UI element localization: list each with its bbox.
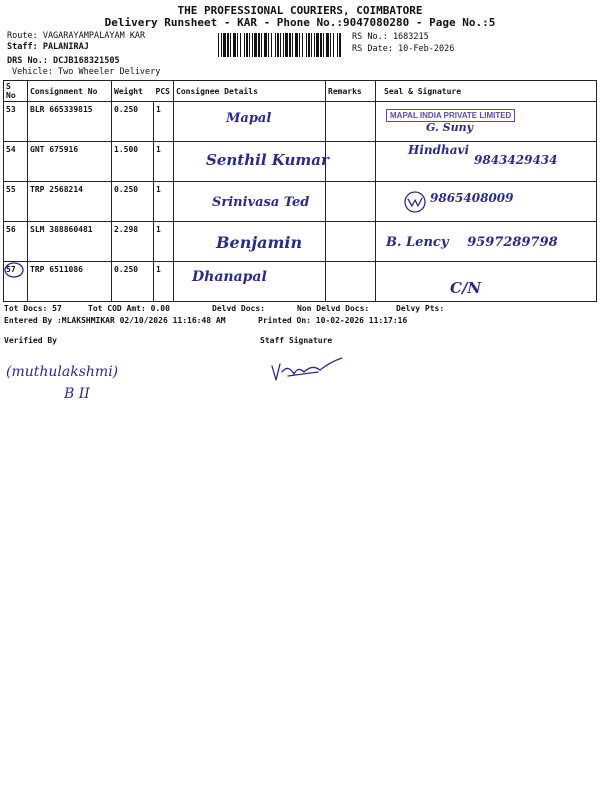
row-consignment: TRP 2568214 (28, 182, 112, 222)
col-pcs: PCS (154, 81, 174, 102)
table-row (4, 142, 597, 182)
receiver-phone-handwriting: 9865408009 (430, 191, 514, 205)
barcode-bar (320, 33, 322, 57)
total-cod-amount: Tot COD Amt: 0.00 (88, 304, 170, 313)
drs-label: DRS No.: DCJB168321505 (7, 56, 120, 66)
rs-number: RS No.: 1683215 (352, 32, 429, 42)
row-pcs: 1 (154, 182, 174, 222)
row-sno: 54 (4, 142, 28, 182)
barcode-bar (316, 33, 319, 57)
barcode-bar (339, 33, 341, 57)
route-label: Route: VAGARAYAMPALAYAM KAR (7, 31, 146, 41)
row-weight: 2.298 (112, 222, 154, 262)
col-sno: S No (4, 81, 28, 102)
barcode-bar (306, 33, 307, 57)
barcode-bar (299, 33, 300, 57)
barcode-bar (302, 33, 303, 57)
table-header-row (4, 81, 597, 102)
row-consignment: BLR 665339815 (28, 102, 112, 142)
barcode-bar (254, 33, 257, 57)
consignee-handwriting: Benjamin (216, 233, 303, 252)
row-sno: 57 (6, 265, 16, 274)
consignee-handwriting: Senthil Kumar (206, 151, 329, 169)
barcode-bar (292, 33, 293, 57)
col-weight: Weight (112, 81, 154, 102)
row-weight: 1.500 (112, 142, 154, 182)
barcode-bar (285, 33, 288, 57)
barcode (216, 32, 346, 58)
cn-handwriting: C/N (450, 279, 482, 297)
consignee-handwriting: Dhanapal (192, 269, 267, 285)
circled-number-mark (4, 262, 24, 278)
barcode-bar (258, 33, 260, 57)
vehicle-label: Vehicle: Two Wheeler Delivery (12, 67, 161, 77)
barcode-bar (237, 33, 238, 57)
staff-label: Staff: PALANIRAJ (7, 42, 89, 52)
delivery-points: Delvy Pts: (396, 304, 445, 313)
row-weight: 0.250 (112, 262, 154, 302)
barcode-bar (268, 33, 269, 57)
barcode-bar (221, 33, 222, 57)
col-remarks: Remarks (326, 81, 376, 102)
consignee-handwriting: Mapal (226, 111, 272, 126)
col-consignment: Consignment No (28, 81, 112, 102)
consignee-handwriting: Srinivasa Ted (212, 195, 310, 210)
barcode-bar (218, 33, 219, 57)
staff-signature-mark (268, 352, 348, 388)
row-consignment: TRP 6511086 (28, 262, 112, 302)
barcode-bar (314, 33, 315, 57)
barcode-bar (252, 33, 253, 57)
row-consignment: GNT 675916 (28, 142, 112, 182)
staff-signature-label: Staff Signature (260, 336, 333, 345)
barcode-bar (264, 33, 267, 57)
non-delivered-docs: Non Delvd Docs: (297, 304, 370, 313)
barcode-bar (283, 33, 284, 57)
barcode-bar (277, 33, 279, 57)
barcode-bar (326, 33, 329, 57)
barcode-bar (275, 33, 276, 57)
runsheet-subtitle: Delivery Runsheet - KAR - Phone No.:9047080280 - Page No.:5 (104, 16, 496, 29)
total-docs: Tot Docs: 57 (4, 304, 62, 313)
entered-by: Entered By :MLAKSHMIKAR 02/10/2026 11:16:48 AM (4, 316, 226, 325)
receiver-name-handwriting: Hindhavi (408, 143, 470, 157)
row-consignment: SLM 388860481 (28, 222, 112, 262)
barcode-bar (233, 33, 236, 57)
receiver-name-handwriting: B. Lency (386, 235, 449, 250)
barcode-bar (261, 33, 262, 57)
receiver-phone-handwriting: 9597289798 (467, 235, 558, 250)
row-pcs: 1 (154, 142, 174, 182)
barcode-bar (330, 33, 331, 57)
runsheet-table (3, 80, 597, 302)
company-seal-stamp: MAPAL INDIA PRIVATE LIMITED (386, 109, 515, 122)
barcode-bar (295, 33, 298, 57)
row-sno: 56 (4, 222, 28, 262)
row-sno: 53 (4, 102, 28, 142)
printed-on: Printed On: 10-02-2026 11:17:16 (258, 316, 408, 325)
barcode-bar (271, 33, 272, 57)
table-row (4, 182, 597, 222)
verified-by-label: Verified By (4, 336, 57, 345)
receiver-phone-handwriting: 9843429434 (474, 153, 558, 167)
row-weight: 0.250 (112, 102, 154, 142)
barcode-bar (230, 33, 231, 57)
table-row (4, 102, 597, 142)
col-seal: Seal & Signature (376, 81, 597, 102)
row-pcs: 1 (154, 262, 174, 302)
barcode-bar (308, 33, 310, 57)
barcode-bar (249, 33, 250, 57)
barcode-bar (323, 33, 324, 57)
row-weight: 0.250 (112, 182, 154, 222)
col-consignee: Consignee Details (174, 81, 326, 102)
table-row (4, 222, 597, 262)
barcode-bar (333, 33, 334, 57)
table-row (4, 262, 597, 302)
barcode-bar (311, 33, 312, 57)
rs-date: RS Date: 10-Feb-2026 (352, 44, 455, 54)
barcode-bar (337, 33, 338, 57)
barcode-bar (246, 33, 248, 57)
barcode-bar (289, 33, 291, 57)
barcode-bar (223, 33, 226, 57)
barcode-bar (280, 33, 281, 57)
circled-initial-signature (402, 188, 430, 216)
row-sno: 55 (4, 182, 28, 222)
row-pcs: 1 (154, 102, 174, 142)
barcode-bar (240, 33, 241, 57)
verifier-signature: (muthulakshmi) (6, 364, 119, 380)
row-pcs: 1 (154, 222, 174, 262)
receiver-signature: G. Suny (426, 121, 473, 134)
verifier-signature-sub: B II (64, 386, 90, 402)
barcode-bar (244, 33, 245, 57)
company-title: THE PROFESSIONAL COURIERS, COIMBATORE (177, 4, 423, 17)
barcode-bar (227, 33, 229, 57)
delivered-docs: Delvd Docs: (212, 304, 265, 313)
